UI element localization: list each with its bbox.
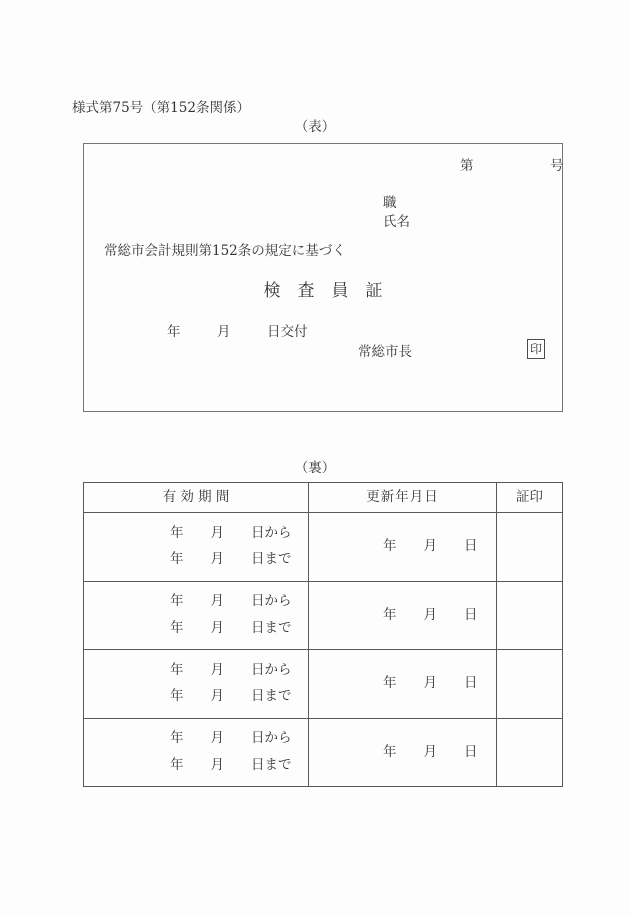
- period-from: 年 月 日から: [170, 593, 292, 610]
- certificate-number-prefix: 第: [460, 158, 474, 174]
- seal-cell: [497, 650, 562, 718]
- period-to: 年 月 日まで: [170, 551, 292, 568]
- issue-year-label: 年: [167, 324, 181, 340]
- holder-name-label: 氏名: [383, 214, 410, 230]
- table-row: [84, 650, 562, 719]
- period-from: 年 月 日から: [170, 524, 292, 541]
- table-row: [84, 582, 562, 651]
- certificate-title: 検 査 員 証: [263, 281, 383, 301]
- period-to: 年 月 日まで: [170, 688, 292, 705]
- renewal-date: 年 月 日: [383, 675, 478, 691]
- renewal-date-header: 更新年月日: [309, 483, 497, 512]
- certificate-number-suffix: 号: [550, 158, 564, 174]
- period-from: 年 月 日から: [170, 661, 292, 678]
- table-row: [84, 719, 562, 787]
- renewal-date-cell: [309, 719, 497, 787]
- valid-period-cell: [84, 650, 309, 718]
- period-to: 年 月 日まで: [170, 619, 292, 636]
- seal-mark: 印: [529, 342, 542, 356]
- period-to: 年 月 日まで: [170, 756, 292, 773]
- seal-cell: [497, 719, 562, 787]
- front-side-label: （表）: [294, 119, 336, 135]
- renewal-date-cell: [309, 513, 497, 581]
- renewal-table-header: [84, 483, 562, 513]
- renewal-date: 年 月 日: [383, 743, 478, 760]
- valid-period-cell: [84, 582, 309, 650]
- renewal-table: [83, 482, 563, 787]
- renewal-date: 年 月 日: [383, 538, 478, 554]
- valid-period-header: 有 効 期 間: [84, 483, 309, 512]
- valid-period-cell: [84, 513, 309, 581]
- renewal-date-cell: [309, 650, 497, 718]
- issue-day-label: 日交付: [267, 324, 308, 340]
- renewal-date: 年 月 日: [383, 606, 478, 623]
- issue-month-label: 月: [217, 324, 231, 340]
- renewal-date-cell: [309, 582, 497, 650]
- seal-header: 証印: [516, 488, 543, 505]
- back-side-label: （裏）: [294, 460, 336, 476]
- certificate-front-box: [83, 143, 563, 412]
- legal-basis-text: 常総市会計規則第152条の規定に基づく: [104, 243, 346, 259]
- period-from: 年 月 日から: [170, 730, 292, 747]
- seal-cell: [497, 582, 562, 650]
- valid-period-cell: [84, 719, 309, 787]
- issuer-title: 常総市長: [358, 344, 412, 360]
- seal-placeholder-box: [527, 339, 545, 359]
- job-title-label: 職: [383, 195, 397, 211]
- seal-cell: [497, 513, 562, 581]
- table-row: [84, 513, 562, 582]
- form-number-caption: 様式第75号（第152条関係）: [72, 100, 250, 116]
